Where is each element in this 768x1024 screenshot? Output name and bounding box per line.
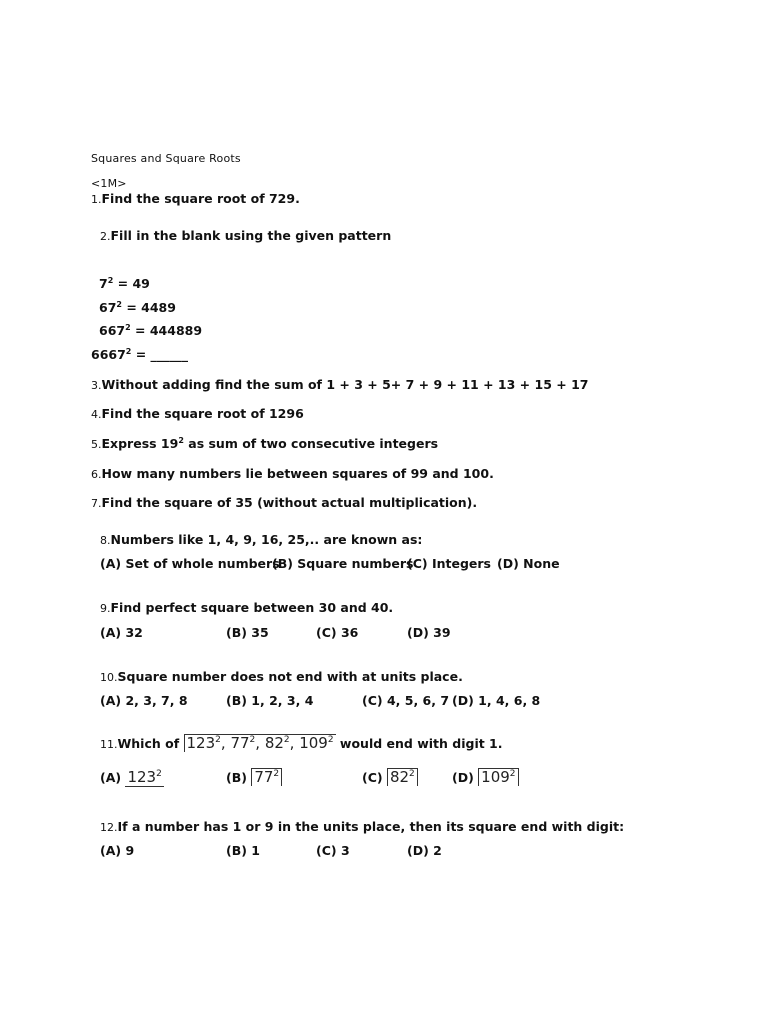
- expression-box: $123^2$, $77^2$, $82^2$, $109^2$: [184, 734, 336, 752]
- option-b: (B) 1, 2, 3, 4: [226, 693, 314, 708]
- option-c: (C) 36: [316, 625, 359, 640]
- question-9: [100, 600, 393, 615]
- pattern-line-3: $667^2 = 444889$: [99, 323, 203, 338]
- question-5: 5.Express $19^2$ as sum of two consecutive integers: [91, 436, 439, 451]
- option-b: (B) Square numbers: [272, 556, 414, 571]
- question-text: Find the square of 35 (without actual multiplication).: [101, 495, 478, 510]
- question-number: 8.: [100, 534, 111, 547]
- question-number: 11.: [100, 738, 118, 751]
- option-a: (A) 32: [100, 625, 143, 640]
- question-1: [91, 191, 300, 206]
- question-number: 5.: [91, 438, 102, 451]
- question-number: 1.: [91, 193, 102, 206]
- option-a: (A) 2, 3, 7, 8: [100, 693, 188, 708]
- options-row: [100, 693, 540, 711]
- question-text: If a number has 1 or 9 in the units place, then its square end with digit:: [117, 819, 625, 834]
- option-b: (B) 35: [226, 625, 269, 640]
- option-c: (C) 4, 5, 6, 7: [362, 693, 450, 708]
- option-d: (D) 39: [407, 625, 451, 640]
- pattern-line-2: $67^2 = 4489$: [99, 300, 176, 315]
- option-d: (D) None: [497, 556, 560, 571]
- question-number: 7.: [91, 497, 102, 510]
- option-d: (D) 1, 4, 6, 8: [452, 693, 541, 708]
- options-row: [100, 843, 480, 861]
- question-10: [100, 669, 463, 684]
- question-text: How many numbers lie between squares of 99 and 100.: [101, 466, 494, 481]
- question-text: Fill in the blank using the given pattern: [110, 228, 392, 243]
- pattern-line-1: $7^2 = 49$: [99, 276, 150, 291]
- option-c: (C) $82^2$: [362, 768, 418, 788]
- question-text: Numbers like 1, 4, 9, 16, 25,.. are known as:: [110, 532, 423, 547]
- page-title: Squares and Square Roots: [91, 152, 241, 165]
- options-row: [100, 768, 520, 792]
- option-c: (C) Integers: [407, 556, 491, 571]
- question-2: [100, 228, 391, 243]
- question-text: Without adding find the sum of 1 + 3 + 5+ 7 + 9 + 11 + 13 + 15 + 17: [101, 377, 589, 392]
- question-11: 11.Which of $123^2$, $77^2$, $82^2$, $109^2$ would end with digit 1.: [100, 734, 503, 752]
- question-text: Square number does not end with at units place.: [117, 669, 463, 684]
- question-3: [91, 377, 588, 392]
- question-number: 6.: [91, 468, 102, 481]
- option-a: (A) 9: [100, 843, 135, 858]
- question-4: [91, 406, 304, 421]
- pattern-line-4: $6667^2$ = ______: [91, 347, 189, 362]
- options-row: [100, 625, 480, 643]
- question-8: [100, 532, 422, 547]
- question-text: Find the square root of 729.: [101, 191, 300, 206]
- question-number: 2.: [100, 230, 111, 243]
- question-6: [91, 466, 494, 481]
- option-c: (C) 3: [316, 843, 350, 858]
- option-b: (B) 1: [226, 843, 261, 858]
- option-a: (A) $123^2$: [100, 768, 162, 786]
- question-number: 9.: [100, 602, 111, 615]
- options-row: [100, 556, 570, 574]
- option-d: (D) $109^2$: [452, 768, 519, 788]
- question-text: Find the square root of 1296: [101, 406, 304, 421]
- option-b: (B) $77^2$: [226, 768, 282, 788]
- question-7: [91, 495, 477, 510]
- question-number: 4.: [91, 408, 102, 421]
- option-d: (D) 2: [407, 843, 442, 858]
- question-text: Find perfect square between 30 and 40.: [110, 600, 394, 615]
- question-number: 10.: [100, 671, 118, 684]
- option-a: (A) Set of whole numbers: [100, 556, 280, 571]
- question-12: [100, 819, 624, 834]
- question-number: 12.: [100, 821, 118, 834]
- marks-label: <1M>: [91, 177, 127, 190]
- question-number: 3.: [91, 379, 102, 392]
